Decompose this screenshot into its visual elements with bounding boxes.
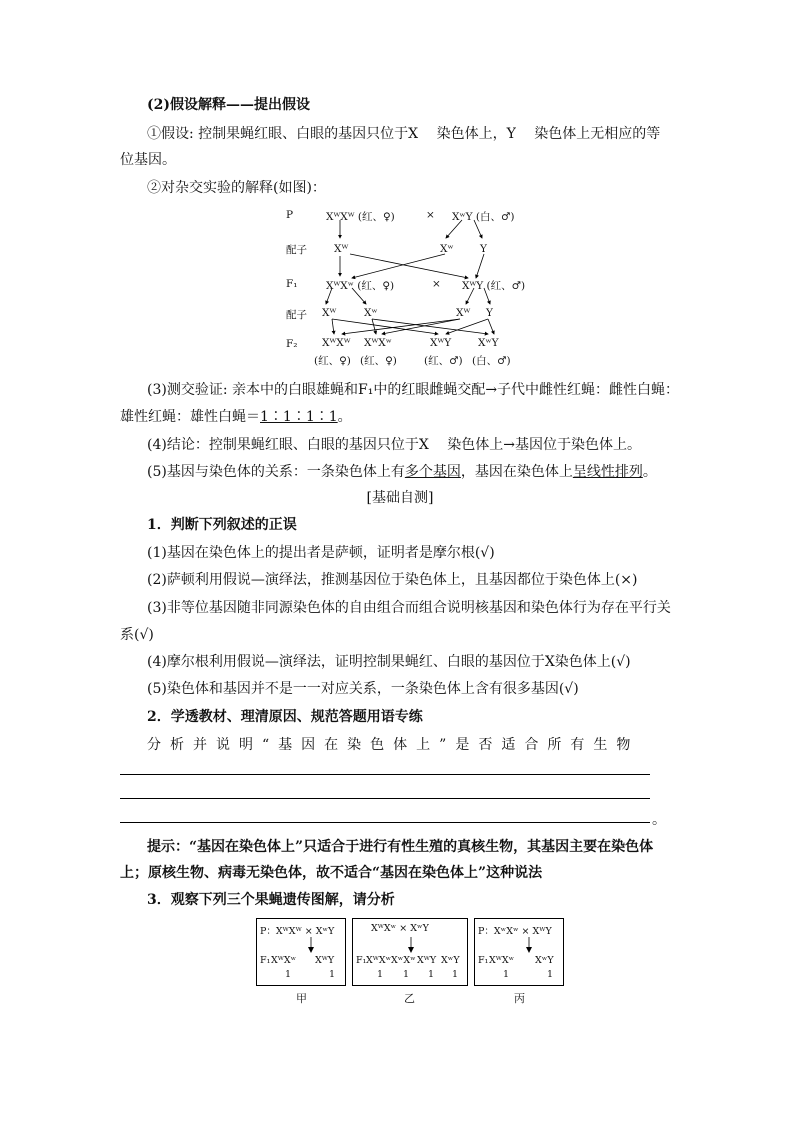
relation-mid: ，基因在染色体上	[460, 464, 573, 480]
explain-line: ②对杂交实验的解释(如图)：	[147, 180, 326, 196]
gamete2-c: Xᵂ	[456, 307, 471, 319]
f2-pheno-3: (红、♂)	[424, 355, 463, 367]
q1-item-5: (5)染色体和基因并不是一一对应关系，一条染色体上含有很多基因(√)	[147, 681, 579, 697]
diagram-box-yi	[352, 918, 468, 986]
caption-yi: 乙	[404, 992, 415, 1005]
conclusion-line: (4)结论：控制果蝇红眼、白眼的基因只位于X 染色体上→基因位于染色体上。	[147, 437, 641, 453]
answer-end-mark: 。	[652, 812, 666, 828]
gamete-xw-small: Xʷ	[440, 243, 454, 255]
caption-bing: 丙	[514, 992, 525, 1005]
jia-f1-b: XᵂY	[315, 955, 335, 966]
relation-u1: 多个基因	[404, 464, 461, 480]
relation-u2: 呈线性排列	[572, 464, 643, 480]
f1-label: F₁	[286, 278, 298, 290]
relation-post: 。	[642, 464, 657, 480]
jia-ratio-a: 1	[285, 969, 292, 980]
bing-f1-a: XᵂXʷ	[489, 955, 515, 966]
cross-diagram	[280, 204, 540, 372]
gamete-xw-big: Xᵂ	[334, 243, 349, 255]
section-title: [基础自测]	[366, 490, 434, 506]
q2-title: 2．学透教材、理清原因、规范答题用语专练	[147, 709, 423, 725]
gamete2-d: Y	[486, 307, 493, 319]
bing-f1-label: F₁	[478, 955, 489, 966]
testcross-end: 。	[337, 409, 352, 425]
sec2-heading: (2)假设解释——提出假设	[147, 97, 310, 113]
jia-parents: P：XᵂXᵂ × XʷY	[260, 926, 335, 937]
testcross-text: 雄性红蝇：雄性白蝇＝	[120, 409, 260, 425]
yi-f1-a: XᵂXʷ	[366, 955, 392, 966]
jia-f1-label: F₁	[260, 955, 271, 966]
yi-ratio-a: 1	[377, 969, 384, 980]
cross-sign-1: ×	[426, 209, 435, 221]
yi-f1-c: XᵂY	[417, 955, 437, 966]
p-male: XʷY (白、♂)	[452, 211, 515, 223]
f2-genotype-2: XᵂXʷ	[364, 337, 392, 349]
f2-genotype-3: XᵂY	[430, 337, 452, 349]
hypothesis-line1: ①假设: 控制果蝇红眼、白眼的基因只位于X 染色体上，Y 染色体上无相应的等	[147, 126, 661, 142]
answer-line-2[interactable]	[120, 798, 650, 799]
f2-label: F₂	[286, 338, 298, 350]
bing-parents: P：XʷXʷ × XᵂY	[478, 926, 552, 937]
diagram-box-jia	[256, 918, 346, 986]
f1-male: XᵂY (红、♂)	[462, 280, 526, 292]
relation-line	[147, 462, 680, 482]
yi-f1-b: XʷXʷ	[391, 955, 416, 966]
yi-parents: XᵂXʷ × XʷY	[371, 923, 429, 934]
bing-ratio-a: 1	[503, 969, 510, 980]
jia-ratio-b: 1	[329, 969, 336, 980]
f1-female: XᵂXʷ (红、♀)	[326, 280, 395, 292]
gamete2-a: Xᵂ	[322, 307, 337, 319]
yi-ratio-d: 1	[452, 969, 459, 980]
f2-pheno-2: (红、♀)	[360, 355, 397, 367]
yi-f1-d: XʷY	[441, 955, 460, 966]
p-female: XᵂXᵂ (红、♀)	[326, 211, 395, 223]
gamete2-label: 配子	[286, 309, 307, 321]
q1-title: 1．判断下列叙述的正误	[147, 517, 297, 533]
gamete-y: Y	[480, 243, 487, 255]
testcross-line2	[120, 407, 680, 427]
diagram-box-bing	[474, 918, 564, 986]
caption-jia: 甲	[296, 992, 307, 1005]
q1-item-2: (2)萨顿利用假说—演绎法，推测基因位于染色体上，且基因都位于染色体上(×)	[147, 572, 638, 588]
q3-title: 3．观察下列三个果蝇遗传图解，请分析	[147, 892, 395, 908]
q1-item-4: (4)摩尔根利用假说—演绎法，证明控制果蝇红、白眼的基因位于X染色体上(√)	[147, 654, 631, 670]
q1-item-3a: (3)非等位基因随非同源染色体的自由组合而组合说明核基因和染色体行为存在平行关	[147, 600, 671, 616]
jia-f1-a: XᵂXʷ	[271, 955, 297, 966]
f2-pheno-4: (白、♂)	[472, 355, 511, 367]
gamete-label: 配子	[286, 244, 307, 256]
answer-line-1[interactable]	[120, 774, 650, 775]
testcross-line1: (3)测交验证: 亲本中的白眼雄蝇和F₁中的红眼雌蝇交配→子代中雌性红蝇：雌性白蝇：	[147, 382, 680, 398]
yi-f1-label: F₁	[356, 955, 367, 966]
f2-genotype-4: XʷY	[478, 337, 499, 349]
hint-line1: 提示：“基因在染色体上”只适合于进行有性生殖的真核生物，其基因主要在染色体	[147, 839, 654, 855]
yi-ratio-b: 1	[403, 969, 410, 980]
cross-sign-2: ×	[432, 278, 441, 290]
yi-ratio-c: 1	[428, 969, 435, 980]
bing-ratio-b: 1	[547, 969, 554, 980]
q2-prompt: 分析并说明“基因在染色体上”是否适合所有生物	[147, 737, 640, 753]
f2-genotype-1: XᵂXᵂ	[322, 337, 351, 349]
bing-f1-b: XʷY	[535, 955, 554, 966]
hypothesis-line2: 位基因。	[120, 152, 176, 168]
gamete2-b: Xʷ	[364, 307, 378, 319]
answer-line-3[interactable]	[120, 822, 650, 823]
f2-pheno-1: (红、♀)	[314, 355, 351, 367]
p-label: P	[286, 209, 294, 221]
q1-item-1: (1)基因在染色体上的提出者是萨顿，证明者是摩尔根(√)	[147, 545, 495, 561]
testcross-ratio: 1∶1∶1∶1	[260, 409, 338, 425]
hint-line2: 上；原核生物、病毒无染色体，故不适合“基因在染色体上”这种说法	[120, 865, 543, 881]
relation-pre: (5)基因与染色体的关系：一条染色体上有	[147, 464, 405, 480]
q1-item-3b: 系(√)	[120, 627, 154, 643]
